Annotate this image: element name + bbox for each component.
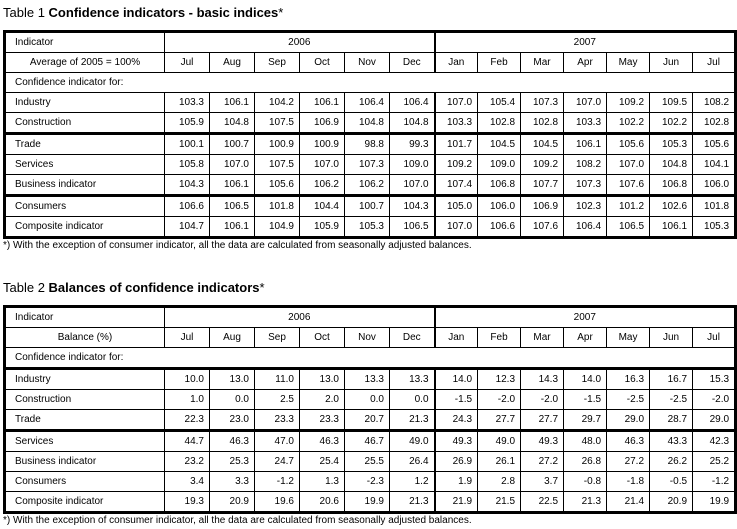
value-cell: 100.7: [345, 196, 390, 217]
header-month-row: [5, 53, 736, 73]
value-cell: 106.1: [300, 93, 345, 113]
value-cell: 100.1: [165, 134, 210, 155]
header-year-row: [5, 307, 736, 328]
row-label: Business indicator: [5, 175, 165, 196]
value-cell: 19.6: [255, 492, 300, 513]
value-cell: 21.3: [390, 410, 435, 431]
month-header: Jul: [693, 328, 736, 348]
value-cell: 49.3: [521, 431, 564, 452]
table2-balances: [3, 305, 737, 514]
value-cell: 23.3: [300, 410, 345, 431]
value-cell: 26.9: [435, 452, 478, 472]
value-cell: -0.8: [564, 472, 607, 492]
month-header: Feb: [478, 53, 521, 73]
value-cell: 46.3: [210, 431, 255, 452]
value-cell: -0.5: [650, 472, 693, 492]
value-cell: 1.3: [300, 472, 345, 492]
table2-title-suffix: *: [259, 280, 265, 295]
value-cell: 105.8: [165, 155, 210, 175]
value-cell: 29.0: [693, 410, 736, 431]
value-cell: 106.9: [300, 113, 345, 134]
value-cell: 105.6: [693, 134, 736, 155]
table-row: [5, 472, 736, 492]
table1-title-bold: Confidence indicators - basic indices: [48, 5, 279, 20]
table1-title-suffix: *: [278, 5, 284, 20]
value-cell: 106.6: [165, 196, 210, 217]
value-cell: 12.3: [478, 369, 521, 390]
value-cell: 22.3: [165, 410, 210, 431]
value-cell: -1.8: [607, 472, 650, 492]
value-cell: 1.2: [390, 472, 435, 492]
row-label: Composite indicator: [5, 217, 165, 238]
value-cell: 24.7: [255, 452, 300, 472]
value-cell: 104.5: [478, 134, 521, 155]
value-cell: 106.5: [390, 217, 435, 238]
month-header: Jun: [650, 328, 693, 348]
row-label: Construction: [5, 390, 165, 410]
value-cell: 105.9: [300, 217, 345, 238]
value-cell: 105.3: [693, 217, 736, 238]
value-cell: 11.0: [255, 369, 300, 390]
value-cell: 20.9: [650, 492, 693, 513]
value-cell: 106.4: [390, 93, 435, 113]
value-cell: -1.2: [255, 472, 300, 492]
value-cell: 107.3: [521, 93, 564, 113]
value-cell: 106.0: [693, 175, 736, 196]
value-cell: 104.3: [390, 196, 435, 217]
indicator-header: Indicator: [5, 307, 165, 328]
value-cell: 100.9: [300, 134, 345, 155]
value-cell: 106.1: [210, 175, 255, 196]
value-cell: 43.3: [650, 431, 693, 452]
value-cell: -1.5: [435, 390, 478, 410]
table-row: [5, 492, 736, 513]
month-header: Feb: [478, 328, 521, 348]
value-cell: -2.3: [345, 472, 390, 492]
value-cell: 2.5: [255, 390, 300, 410]
month-header: Aug: [210, 328, 255, 348]
month-header: Sep: [255, 328, 300, 348]
row-label: Consumers: [5, 196, 165, 217]
table1-footnote: *) With the exception of consumer indicator, all the data are calculated from seasonally adjusted balances.: [3, 240, 472, 251]
table-row: [5, 452, 736, 472]
value-cell: 102.6: [650, 196, 693, 217]
value-cell: 105.3: [650, 134, 693, 155]
value-cell: 101.8: [255, 196, 300, 217]
value-cell: 107.3: [564, 175, 607, 196]
value-cell: 2.0: [300, 390, 345, 410]
table-row: [5, 431, 736, 452]
table1-title-prefix: Table 1: [3, 5, 49, 20]
row-label: Trade: [5, 134, 165, 155]
row-label: Construction: [5, 113, 165, 134]
value-cell: 106.5: [210, 196, 255, 217]
value-cell: 107.0: [300, 155, 345, 175]
year-header-2007: 2007: [435, 307, 736, 328]
row-label: Industry: [5, 93, 165, 113]
value-cell: 106.4: [345, 93, 390, 113]
value-cell: 109.2: [435, 155, 478, 175]
value-cell: 102.2: [650, 113, 693, 134]
value-cell: 109.0: [390, 155, 435, 175]
value-cell: 109.0: [478, 155, 521, 175]
value-cell: 106.1: [210, 217, 255, 238]
value-cell: -2.0: [693, 390, 736, 410]
value-cell: 100.7: [210, 134, 255, 155]
value-cell: 106.1: [650, 217, 693, 238]
value-cell: 3.4: [165, 472, 210, 492]
value-cell: 107.0: [435, 93, 478, 113]
section-row: [5, 348, 736, 369]
value-cell: 103.3: [564, 113, 607, 134]
value-cell: 102.8: [521, 113, 564, 134]
value-cell: 106.6: [478, 217, 521, 238]
value-cell: 107.5: [255, 113, 300, 134]
value-cell: 105.6: [607, 134, 650, 155]
row-label: Composite indicator: [5, 492, 165, 513]
value-cell: 42.3: [693, 431, 736, 452]
value-cell: 21.3: [390, 492, 435, 513]
value-cell: 107.7: [521, 175, 564, 196]
value-cell: 23.0: [210, 410, 255, 431]
value-cell: 49.0: [478, 431, 521, 452]
table-row: [5, 369, 736, 390]
value-cell: 23.3: [255, 410, 300, 431]
month-header: Jul: [693, 53, 736, 73]
value-cell: 102.8: [693, 113, 736, 134]
value-cell: 22.5: [521, 492, 564, 513]
value-cell: 3.7: [521, 472, 564, 492]
row-label: Consumers: [5, 472, 165, 492]
month-header: Oct: [300, 328, 345, 348]
month-header: Dec: [390, 53, 435, 73]
value-cell: 106.0: [478, 196, 521, 217]
section-label: Confidence indicator for:: [5, 73, 736, 93]
value-cell: 13.0: [300, 369, 345, 390]
value-cell: 106.2: [345, 175, 390, 196]
month-header: Jan: [435, 53, 478, 73]
value-cell: 107.4: [435, 175, 478, 196]
row-label: Industry: [5, 369, 165, 390]
month-header: May: [607, 53, 650, 73]
value-cell: 101.8: [693, 196, 736, 217]
month-header: Oct: [300, 53, 345, 73]
month-header: Aug: [210, 53, 255, 73]
value-cell: 25.4: [300, 452, 345, 472]
value-cell: 103.3: [165, 93, 210, 113]
value-cell: 0.0: [390, 390, 435, 410]
table2-title-bold: Balances of confidence indicators: [48, 280, 260, 295]
value-cell: 46.3: [607, 431, 650, 452]
month-header: Dec: [390, 328, 435, 348]
value-cell: 27.2: [521, 452, 564, 472]
table-row: [5, 155, 736, 175]
value-cell: 25.5: [345, 452, 390, 472]
header-year-row: [5, 32, 736, 53]
value-cell: 10.0: [165, 369, 210, 390]
value-cell: 104.8: [390, 113, 435, 134]
value-cell: 2.8: [478, 472, 521, 492]
value-cell: 100.9: [255, 134, 300, 155]
value-cell: 0.0: [210, 390, 255, 410]
value-cell: 21.5: [478, 492, 521, 513]
value-cell: 26.1: [478, 452, 521, 472]
table2-footnote: *) With the exception of consumer indicator, all the data are calculated from seasonally adjusted balances.: [3, 515, 472, 526]
value-cell: 104.2: [255, 93, 300, 113]
table-row: [5, 410, 736, 431]
value-cell: 26.4: [390, 452, 435, 472]
value-cell: 13.3: [390, 369, 435, 390]
value-cell: 14.3: [521, 369, 564, 390]
month-header: Jul: [165, 328, 210, 348]
value-cell: 27.7: [521, 410, 564, 431]
value-cell: 47.0: [255, 431, 300, 452]
month-header: Mar: [521, 53, 564, 73]
value-cell: 107.0: [435, 217, 478, 238]
value-cell: -2.0: [478, 390, 521, 410]
value-cell: 24.3: [435, 410, 478, 431]
value-cell: 23.2: [165, 452, 210, 472]
value-cell: 1.9: [435, 472, 478, 492]
month-header: May: [607, 328, 650, 348]
value-cell: 27.7: [478, 410, 521, 431]
value-cell: 27.2: [607, 452, 650, 472]
month-header: Nov: [345, 53, 390, 73]
value-cell: 21.4: [607, 492, 650, 513]
section-row: [5, 73, 736, 93]
value-cell: 13.3: [345, 369, 390, 390]
value-cell: 46.3: [300, 431, 345, 452]
value-cell: 107.0: [210, 155, 255, 175]
value-cell: 44.7: [165, 431, 210, 452]
value-cell: 21.3: [564, 492, 607, 513]
value-cell: 105.3: [345, 217, 390, 238]
value-cell: -2.0: [521, 390, 564, 410]
year-header-2006: 2006: [165, 307, 435, 328]
month-header: Sep: [255, 53, 300, 73]
value-cell: 13.0: [210, 369, 255, 390]
value-cell: 16.7: [650, 369, 693, 390]
value-cell: 19.9: [693, 492, 736, 513]
value-cell: 25.2: [693, 452, 736, 472]
value-cell: 107.0: [564, 93, 607, 113]
value-cell: 0.0: [345, 390, 390, 410]
table-row: [5, 196, 736, 217]
month-header: Mar: [521, 328, 564, 348]
header-month-row: [5, 328, 736, 348]
value-cell: 106.8: [478, 175, 521, 196]
value-cell: 103.3: [435, 113, 478, 134]
value-cell: 20.7: [345, 410, 390, 431]
value-cell: 104.7: [165, 217, 210, 238]
value-cell: 19.9: [345, 492, 390, 513]
month-header: Apr: [564, 53, 607, 73]
value-cell: 20.9: [210, 492, 255, 513]
unit-header: Average of 2005 = 100%: [5, 53, 165, 73]
table-row: [5, 217, 736, 238]
month-header: Jun: [650, 53, 693, 73]
table1-confidence-indices: [3, 30, 737, 239]
value-cell: 109.2: [607, 93, 650, 113]
value-cell: 29.7: [564, 410, 607, 431]
value-cell: -1.2: [693, 472, 736, 492]
year-header-2006: 2006: [165, 32, 435, 53]
value-cell: 104.8: [345, 113, 390, 134]
month-header: Apr: [564, 328, 607, 348]
value-cell: 105.4: [478, 93, 521, 113]
table-row: [5, 390, 736, 410]
row-label: Business indicator: [5, 452, 165, 472]
value-cell: 49.3: [435, 431, 478, 452]
value-cell: 109.5: [650, 93, 693, 113]
value-cell: 109.2: [521, 155, 564, 175]
value-cell: 29.0: [607, 410, 650, 431]
value-cell: 104.4: [300, 196, 345, 217]
value-cell: 104.9: [255, 217, 300, 238]
value-cell: 105.9: [165, 113, 210, 134]
value-cell: -2.5: [607, 390, 650, 410]
table2-title-prefix: Table 2: [3, 280, 49, 295]
row-label: Services: [5, 155, 165, 175]
value-cell: 21.9: [435, 492, 478, 513]
month-header: Jan: [435, 328, 478, 348]
value-cell: 104.8: [210, 113, 255, 134]
row-label: Services: [5, 431, 165, 452]
value-cell: 3.3: [210, 472, 255, 492]
table2-title: [3, 280, 265, 295]
value-cell: 46.7: [345, 431, 390, 452]
value-cell: 104.3: [165, 175, 210, 196]
value-cell: 106.1: [564, 134, 607, 155]
value-cell: 49.0: [390, 431, 435, 452]
value-cell: 104.8: [650, 155, 693, 175]
value-cell: 106.9: [521, 196, 564, 217]
month-header: Jul: [165, 53, 210, 73]
value-cell: 26.2: [650, 452, 693, 472]
value-cell: 15.3: [693, 369, 736, 390]
value-cell: 108.2: [693, 93, 736, 113]
value-cell: 106.2: [300, 175, 345, 196]
value-cell: 25.3: [210, 452, 255, 472]
value-cell: 106.1: [210, 93, 255, 113]
table-row: [5, 93, 736, 113]
table1-title: [3, 5, 283, 20]
value-cell: 106.4: [564, 217, 607, 238]
table-row: [5, 134, 736, 155]
value-cell: -2.5: [650, 390, 693, 410]
value-cell: 101.2: [607, 196, 650, 217]
table-row: [5, 175, 736, 196]
value-cell: 105.6: [255, 175, 300, 196]
value-cell: 102.3: [564, 196, 607, 217]
value-cell: 107.6: [521, 217, 564, 238]
value-cell: 1.0: [165, 390, 210, 410]
value-cell: 105.0: [435, 196, 478, 217]
indicator-header: Indicator: [5, 32, 165, 53]
value-cell: 14.0: [564, 369, 607, 390]
value-cell: 20.6: [300, 492, 345, 513]
value-cell: 19.3: [165, 492, 210, 513]
value-cell: 48.0: [564, 431, 607, 452]
value-cell: 101.7: [435, 134, 478, 155]
value-cell: 16.3: [607, 369, 650, 390]
section-label: Confidence indicator for:: [5, 348, 736, 369]
value-cell: -1.5: [564, 390, 607, 410]
value-cell: 98.8: [345, 134, 390, 155]
value-cell: 102.2: [607, 113, 650, 134]
value-cell: 106.5: [607, 217, 650, 238]
value-cell: 107.0: [390, 175, 435, 196]
value-cell: 14.0: [435, 369, 478, 390]
value-cell: 104.5: [521, 134, 564, 155]
table-row: [5, 113, 736, 134]
value-cell: 102.8: [478, 113, 521, 134]
value-cell: 99.3: [390, 134, 435, 155]
value-cell: 108.2: [564, 155, 607, 175]
value-cell: 107.6: [607, 175, 650, 196]
value-cell: 106.8: [650, 175, 693, 196]
value-cell: 107.3: [345, 155, 390, 175]
value-cell: 107.5: [255, 155, 300, 175]
row-label: Trade: [5, 410, 165, 431]
value-cell: 26.8: [564, 452, 607, 472]
unit-header: Balance (%): [5, 328, 165, 348]
month-header: Nov: [345, 328, 390, 348]
value-cell: 104.1: [693, 155, 736, 175]
value-cell: 28.7: [650, 410, 693, 431]
year-header-2007: 2007: [435, 32, 736, 53]
value-cell: 107.0: [607, 155, 650, 175]
